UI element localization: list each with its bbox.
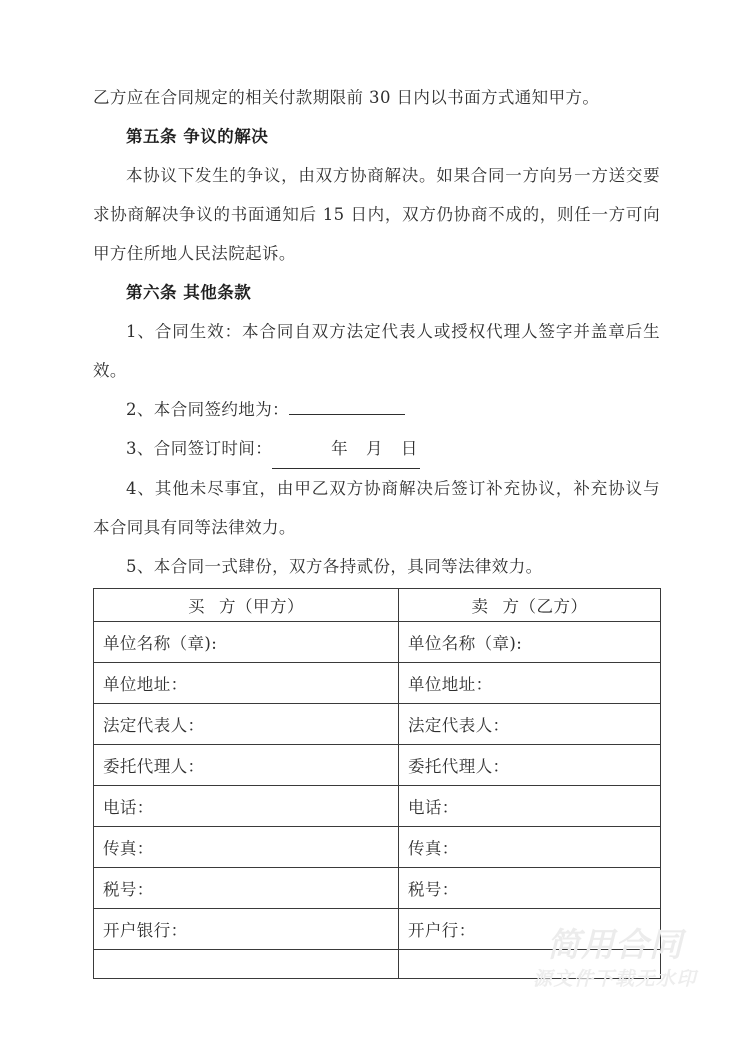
seller-phone-cell[interactable]: 电话： <box>399 786 661 827</box>
buyer-header-prefix: 买 <box>188 597 205 616</box>
table-row <box>94 745 661 786</box>
seller-address-cell[interactable]: 单位地址： <box>399 663 661 704</box>
table-row <box>94 909 661 950</box>
seller-tax-number-cell[interactable]: 税号： <box>399 868 661 909</box>
paragraph-item-4-supplementary: 4、其他未尽事宜，由甲乙双方协商解决后签订补充协议，补充协议与本合同具有同等法律效力。 <box>93 479 660 537</box>
buyer-header-suffix: 方（甲方） <box>219 597 304 616</box>
paragraph-item-5-copies: 5、本合同一式肆份，双方各持贰份，具同等法律效力。 <box>126 557 543 576</box>
item-2-label: 2、本合同签约地为： <box>126 400 289 419</box>
table-row <box>94 827 661 868</box>
buyer-phone-cell[interactable]: 电话： <box>94 786 399 827</box>
table-row <box>94 622 661 663</box>
signing-date-blank-field[interactable] <box>272 429 420 469</box>
signing-place-blank-field[interactable] <box>289 397 405 415</box>
seller-bank-cell[interactable]: 开户行： <box>399 909 661 950</box>
item-3-label: 3、合同签订时间： <box>126 439 273 458</box>
table-row-spacer <box>94 950 661 979</box>
buyer-legal-rep-cell[interactable]: 法定代表人： <box>94 704 399 745</box>
table-row <box>94 868 661 909</box>
buyer-tax-number-cell[interactable]: 税号： <box>94 868 399 909</box>
paragraph-notice-payment: 乙方应在合同规定的相关付款期限前 30 日内以书面方式通知甲方。 <box>93 88 600 107</box>
paragraph-item-3-signing-date <box>93 429 660 469</box>
seller-legal-rep-cell[interactable]: 法定代表人： <box>399 704 661 745</box>
table-header-buyer <box>94 589 399 622</box>
date-day-label: 日 <box>400 439 418 458</box>
buyer-agent-cell[interactable]: 委托代理人： <box>94 745 399 786</box>
buyer-bank-cell[interactable]: 开户银行： <box>94 909 399 950</box>
document-body <box>93 78 660 586</box>
seller-company-name-cell[interactable]: 单位名称（章): <box>399 622 661 663</box>
table-header-seller <box>399 589 661 622</box>
seller-header-prefix: 卖 <box>471 597 489 616</box>
heading-article-5: 第五条 争议的解决 <box>126 127 269 146</box>
buyer-address-cell[interactable]: 单位地址： <box>94 663 399 704</box>
buyer-fax-cell[interactable]: 传真： <box>94 827 399 868</box>
heading-article-6: 第六条 其他条款 <box>126 283 252 302</box>
paragraph-item-1-effectiveness: 1、合同生效：本合同自双方法定代表人或授权代理人签字并盖章后生效。 <box>93 322 660 380</box>
watermark-tagline: 源文件下载无水印 <box>532 968 697 990</box>
table-header-row <box>94 589 661 622</box>
watermark-brand: 简用合同 <box>547 925 683 964</box>
table-row <box>94 786 661 827</box>
seller-agent-cell[interactable]: 委托代理人： <box>399 745 661 786</box>
signature-table <box>93 588 661 979</box>
seller-blank-cell[interactable] <box>399 950 661 979</box>
paragraph-item-2-signing-place <box>93 390 660 429</box>
buyer-company-name-cell[interactable]: 单位名称（章): <box>94 622 399 663</box>
date-year-label: 年 <box>331 439 349 458</box>
table-row <box>94 663 661 704</box>
seller-header-suffix: 方（乙方） <box>502 597 588 616</box>
buyer-blank-cell[interactable] <box>94 950 399 979</box>
seller-fax-cell[interactable]: 传真： <box>399 827 661 868</box>
paragraph-dispute-resolution: 本协议下发生的争议，由双方协商解决。如果合同一方向另一方送交要求协商解决争议的书面通知后 15 日内，双方仍协商不成的，则任一方可向甲方住所地人民法院起诉。 <box>93 166 660 263</box>
date-month-label: 月 <box>366 439 383 458</box>
table-row <box>94 704 661 745</box>
